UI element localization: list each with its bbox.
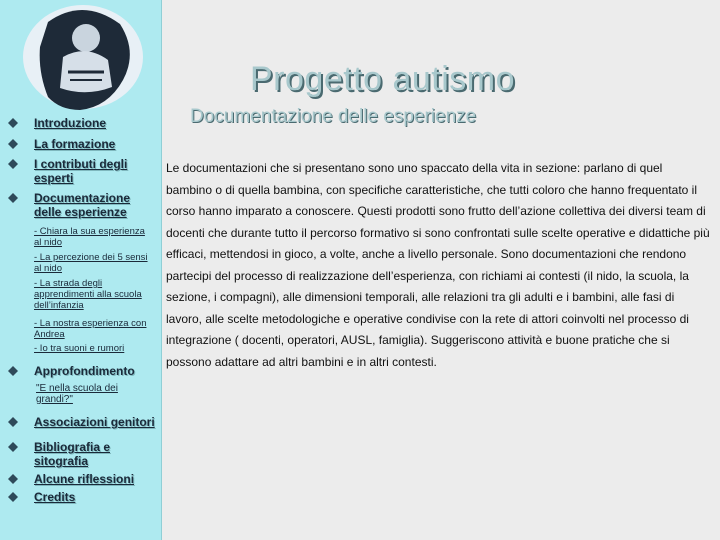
sidebar-item-label[interactable]: Introduzione [34,116,106,130]
diamond-bullet-icon [8,474,18,484]
sub-link-cinque-sensi[interactable]: - La percezione dei 5 sensi al nido [34,252,148,274]
diamond-bullet-icon [8,159,18,169]
sub-link-strada-apprendimenti[interactable]: - La strada degli apprendimenti alla scuola dell’infanzia [34,278,142,311]
page-subtitle: Documentazione delle esperienze [190,106,477,127]
diamond-bullet-icon [8,193,18,203]
sidebar [0,0,162,540]
sidebar-item-label[interactable]: Associazioni genitori [34,415,155,429]
diamond-bullet-icon [8,118,18,128]
diamond-bullet-icon [8,492,18,502]
sidebar-item-label[interactable]: Documentazione delle esperienze [34,191,131,219]
page-title: Progetto autismo [250,60,516,98]
main-paragraph: Le documentazioni che si presentano sono uno spaccato della vita in sezione: parlano di quel bambino o di quella bambina, con specifiche caratteristiche, che tutti coloro che hanno frequentato il corso hanno imparato a conoscere. Questi prodotti sono frutto dell’azione collettiva dei diversi team di docenti che durante tutto il percorso formativo si sono confrontati sulle scelte operative e didattiche più efficaci, mettendosi in gioco, a volte, anche a livello personale. Sono documentazioni che rendono partecipi del processo di realizzazione dell’esperienza, con richiami ai contesti (il nido, la scuola, la sezione, i compagni), alle dimensioni temporali, alle relazioni tra gli adulti e i bambini, alle fasi di lavoro, alle scelte metodologiche e operative condivise con la rete di attori coinvolti nel processo di integrazione ( docenti, operatori, AUSL, famiglia). Suggeriscono attività e buone pratiche che si possono adattare ad altri bambini e in altri contesti. [166,161,710,369]
sidebar-item-label[interactable]: Bibliografia e sitografia [34,440,111,468]
sidebar-item-label[interactable]: Approfondimento [34,364,135,378]
sub-link-esperienza-andrea[interactable]: - La nostra esperienza con Andrea [34,318,147,340]
sub-link-chiara[interactable]: - Chiara la sua esperienza al nido [34,226,145,248]
diamond-bullet-icon [8,417,18,427]
diamond-bullet-icon [8,442,18,452]
sidebar-item-label[interactable]: I contributi degli esperti [34,157,128,185]
sub-link-scuola-grandi[interactable]: "E nella scuola dei grandi?" [36,383,118,405]
sidebar-item-label[interactable]: Alcune riflessioni [34,472,135,486]
diamond-bullet-icon [8,366,18,376]
sidebar-item-label[interactable]: La formazione [34,137,116,151]
logo-illustration [8,2,158,112]
diamond-bullet-icon [8,139,18,149]
sidebar-item-label[interactable]: Credits [34,490,76,504]
sub-link-suoni-rumori[interactable]: - Io tra suoni e rumori [34,343,125,354]
